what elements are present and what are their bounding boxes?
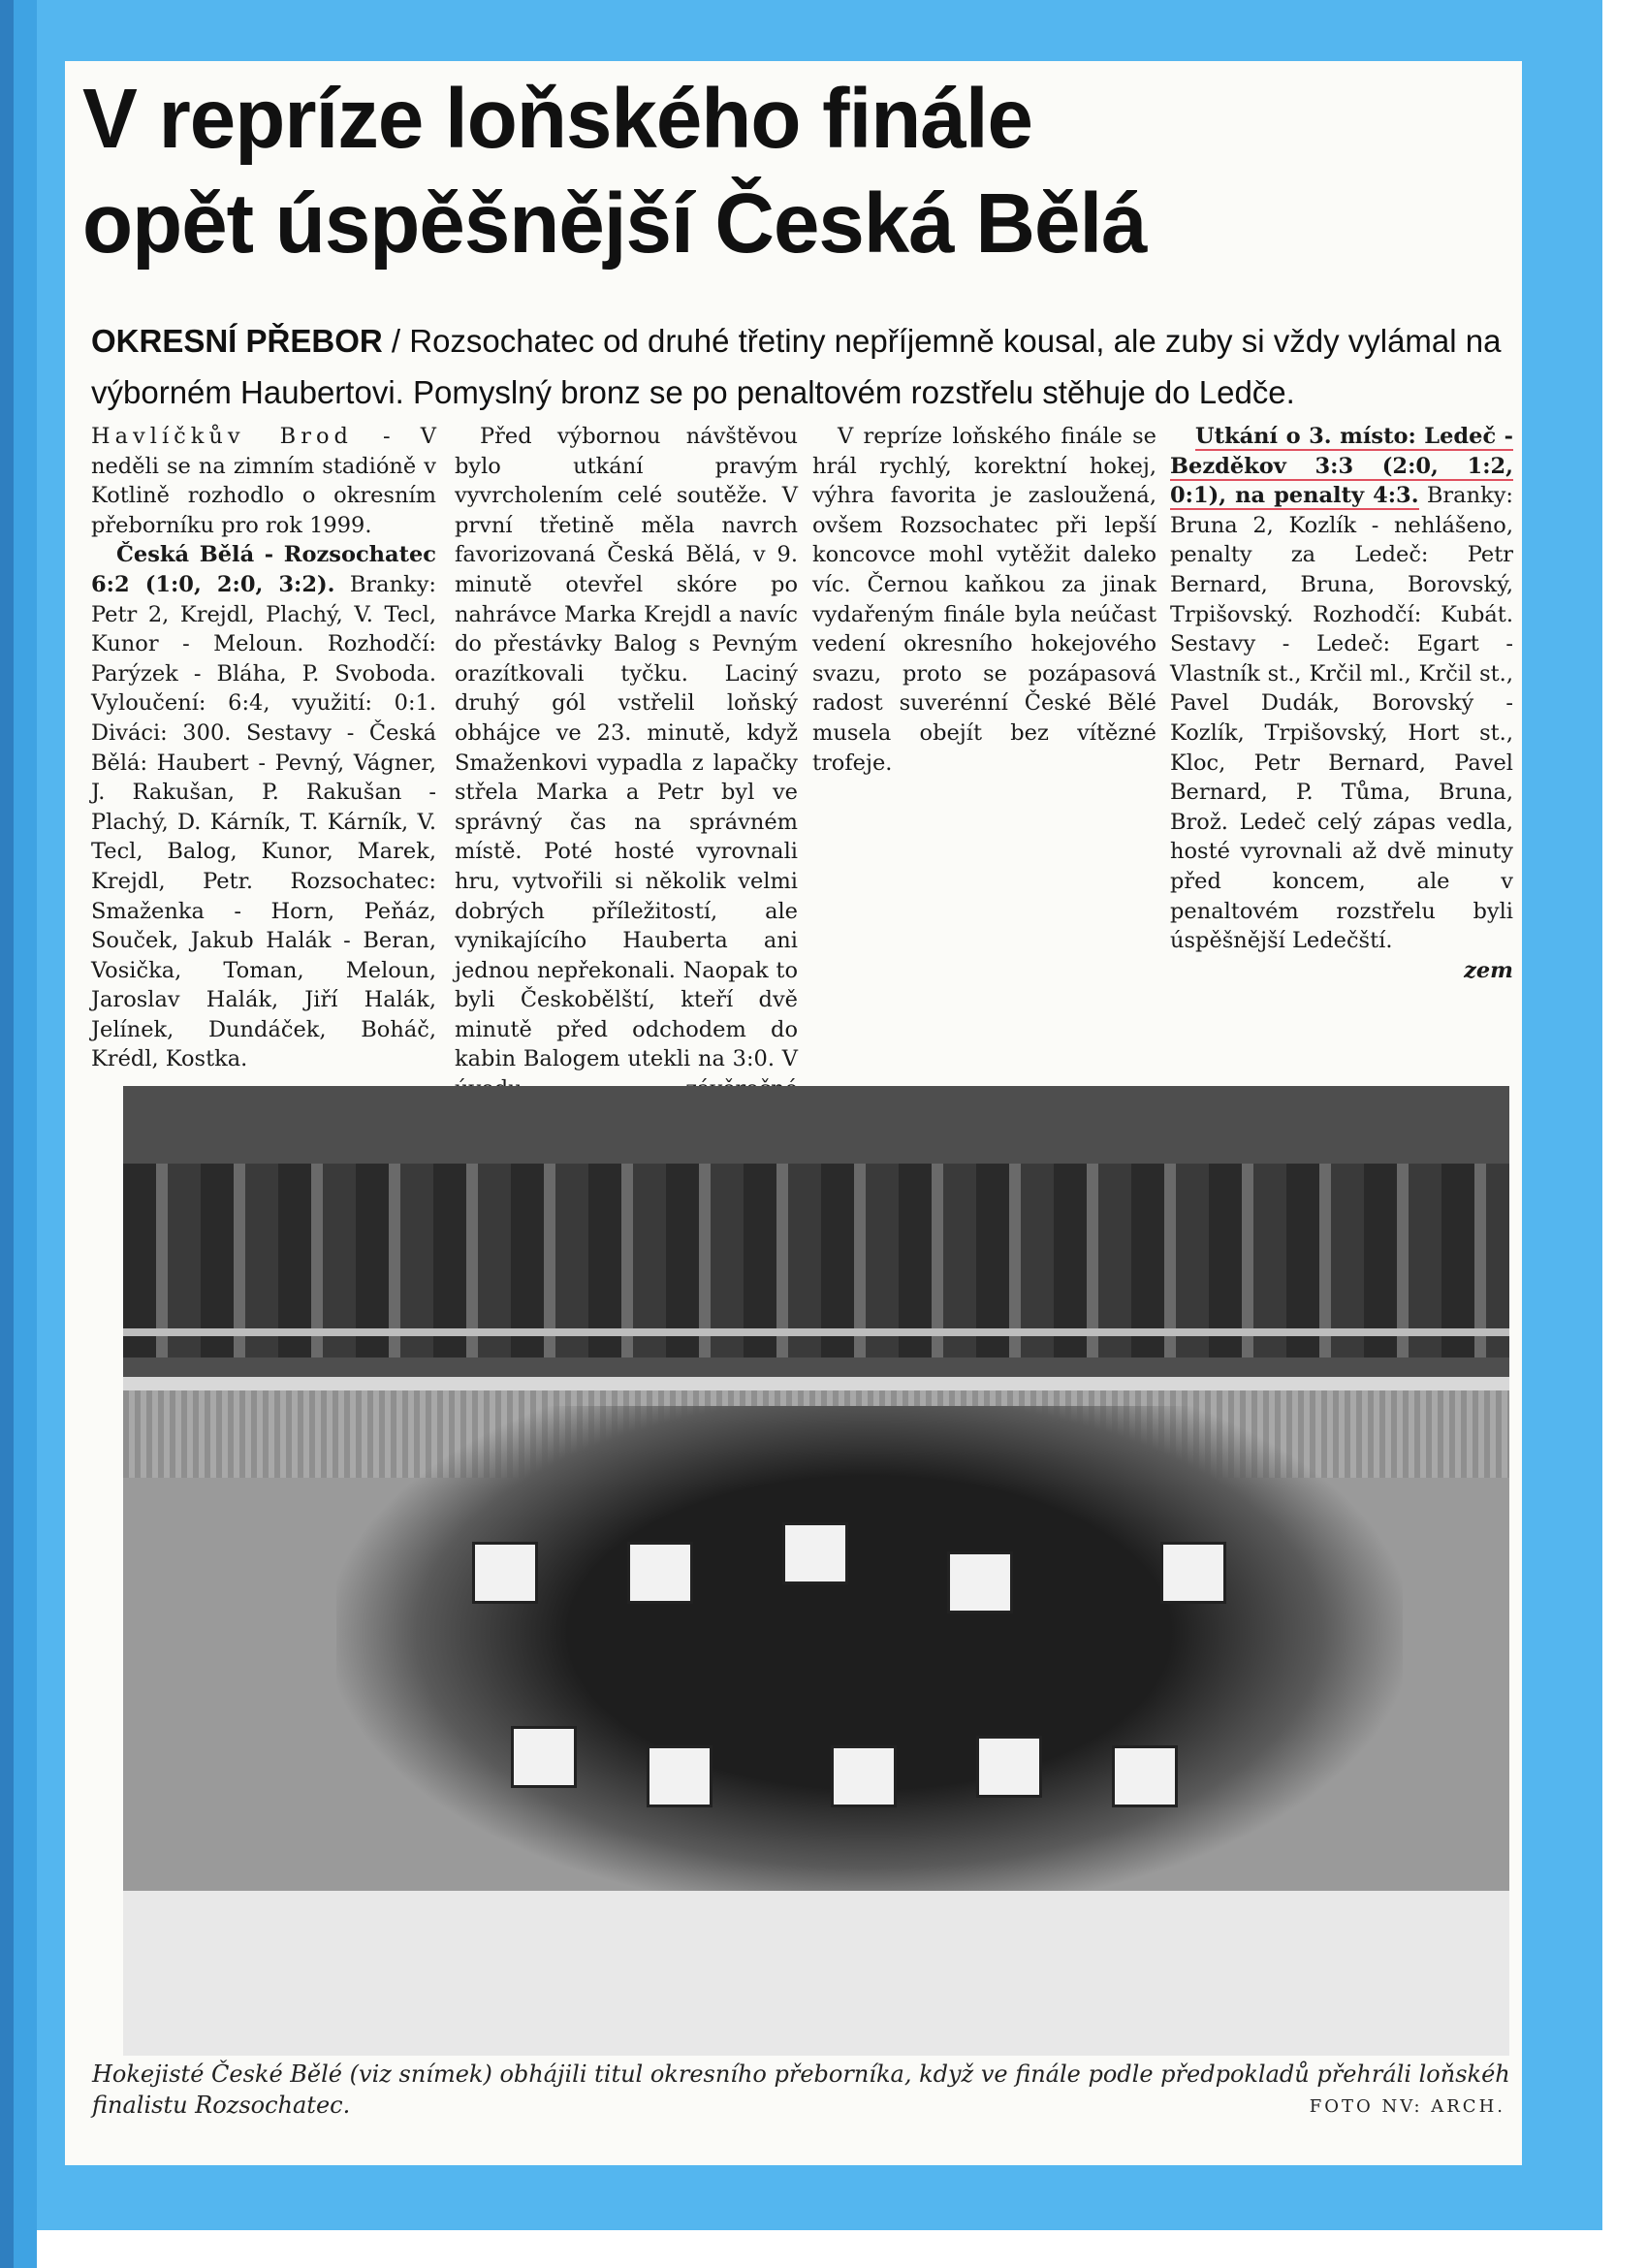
headline-line-1: V repríze loňského finále: [82, 72, 1032, 166]
scan-margin-bottom: [37, 2230, 1602, 2268]
jersey-logo: [627, 1542, 693, 1604]
final-result: Česká Bělá - Rozsochatec 6:2 (1:0, 2:0, 3:2).: [91, 542, 436, 597]
lede-text: Rozsochatec od druhé třetiny nepříjemně kousal, ale zuby si vždy vylámal na výborném Haubertovi. Pomyslný bronz se po penaltovém rozstřelu stěhuje do Ledče.: [91, 323, 1502, 410]
jersey-logo: [947, 1551, 1013, 1613]
lede-separator: /: [382, 323, 410, 359]
final-details: Branky: Petr 2, Krejdl, Plachý, V. Tecl, Kunor - Meloun. Rozhodčí: Parýzek - Bláha, P. Svoboda. Vyloučení: 6:4, využití: 0:1. Diváci: 300. Sestavy - Česká Bělá: Haubert - Pevný, Vágner, J. Rakušan, P. Rakušan - Plachý, D. Kárník, T. Kárník, V. Tecl, Balog, Kunor, Marek, Krejdl, Petr. Rozsochatec: Smaženka - Horn, Peňáz, Souček, Jakub Halák - Beran, Vosička, Toman, Meloun, Jaroslav Halák, Jiří Halák, Jelínek, Dundáček, Boháč, Krédl, Kostka.: [91, 571, 436, 1072]
jersey-logo: [1112, 1745, 1178, 1807]
article-paragraph-match-report: Před výbornou návštěvou bylo utkání pravým vyvrcholením celé soutěže. V první třetině měla navrch favorizovaná Česká Bělá, v 9. minutě otevřel skóre po nahrávce Marka Krejdl a navíc do přestávky Balog s Pevným orazítkovali tyčku. Laciný druhý gól vstřelil loňský obhájce ve 23. minutě, když Smaženkovi vypadla z lapačky střela Marka a Petr byl ve správný čas na správném místě. Poté hosté vyrovnali hru, vytvořili si několik velmi dobrých příležitostí, ale vynikajícího Hauberta ani jednou nepřekonali. Naopak to byli Českobělští, kteří dvě minutě před odchodem do kabin Balogem utekli na 3:0. V: [455, 424, 798, 1072]
lede: [91, 315, 1526, 418]
article-paragraph-summary: V repríze loňského finále se hrál rychlý, korektní hokej, výhra favorita je zasloužená, ovšem Rozsochatec při lepší koncovce mohl vytěžit daleko víc. Černou kaňkou za jinak vydařeným finále byla neúčast vedení okresního hokejového svazu, proto se pozápasová radost suverénní České Bělé musela obejít bez vítězné trofeje.: [812, 424, 1156, 776]
jersey-logo: [511, 1726, 577, 1788]
jersey-logo: [976, 1736, 1042, 1798]
photo-caption: [92, 2059, 1517, 2121]
team-photo: [123, 1086, 1509, 2056]
article-intro: - V neděli se na zimním stadióně v Kotlině rozhodlo o okresním přeborníku pro rok 1999.: [91, 424, 437, 538]
article-column-3: [812, 422, 1156, 1130]
jersey-logo: [647, 1745, 713, 1807]
jersey-logo: [782, 1522, 848, 1584]
photo-credit: FOTO NV: ARCH.: [1309, 2096, 1505, 2117]
bronze-details: Branky: Bruna 2, Kozlík - nehlášeno, penalty za Ledeč: Petr Bernard, Bruna, Borovský, Trpišovský. Rozhodčí: Kubát. Sestavy - Ledeč: Egart - Vlastník st., Krčil ml., Krčil st., Pavel Dudák, Borovský - Kozlík, Trpišovský, Hort st., Kloc, Petr Bernard, Pavel Bernard, P. Tůma, Bruna, Brož. Ledeč celý zápas vedla, hosté vyrovnali až dvě minuty před koncem, ale v penaltovém rozstřelu byli úspěšnější Ledečští.: [1170, 483, 1514, 954]
headline-line-2: opět úspěšnější Česká Bělá: [82, 176, 1147, 271]
caption-text: Hokejisté České Bělé (viz snímek) obhájili titul okresního přeborníka, když ve finále podle předpokladů přehráli loňskéh finalistu Rozsochatec.: [92, 2060, 1510, 2119]
dateline: Havlíčkův Brod: [91, 424, 353, 449]
photo-ice: [123, 1891, 1509, 2056]
photo-upper-railing: [123, 1328, 1509, 1336]
section-tag: OKRESNÍ PŘEBOR: [91, 323, 383, 359]
headline: [82, 67, 1488, 276]
article-column-4: [1170, 422, 1513, 1130]
bronze-result: Utkání o 3. místo: Ledeč - Bezděkov 3:3 (2:0, 1:2, 0:1), na penalty 4:3.: [1170, 424, 1513, 509]
photo-railing: [123, 1377, 1509, 1390]
article-column-2: [455, 422, 798, 1130]
jersey-logo: [831, 1745, 897, 1807]
scan-edge-strip: [0, 0, 14, 2268]
jersey-logo: [472, 1542, 538, 1604]
author-signature: zem: [1464, 957, 1513, 983]
jersey-logo: [1160, 1542, 1226, 1604]
newspaper-clipping: [65, 61, 1522, 2165]
photo-hockey-team: [336, 1406, 1403, 1910]
scan-margin-right: [1602, 0, 1647, 2268]
article-column-1: [91, 422, 436, 1130]
